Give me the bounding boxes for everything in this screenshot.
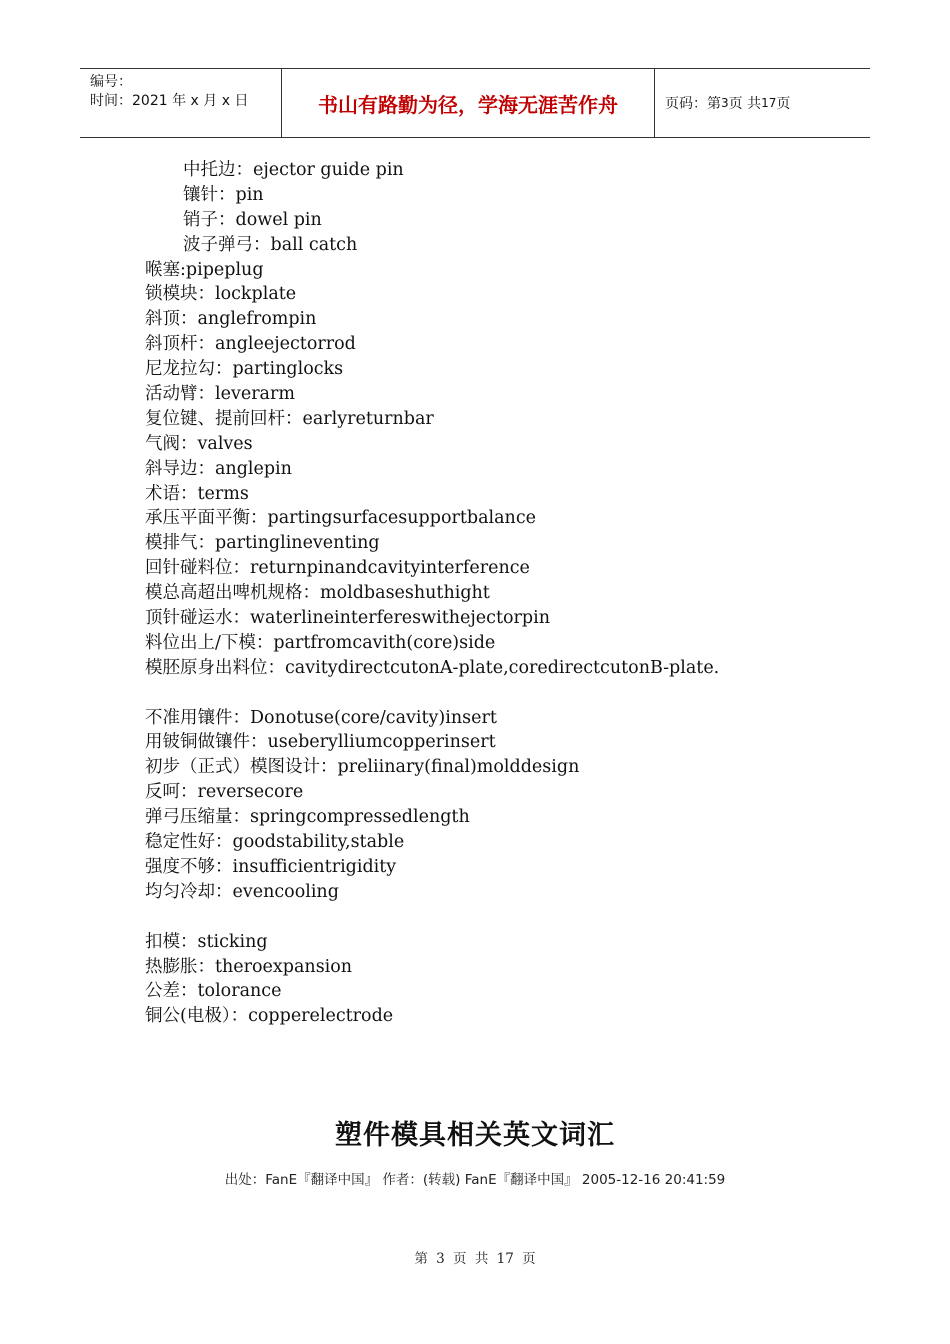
glossary-entry: 用铍铜做镶件：useberylliumcopperinsert <box>145 732 496 753</box>
glossary-entry: 斜导边：anglepin <box>145 458 292 479</box>
glossary-entry: 镶针：pin <box>183 184 264 205</box>
glossary-entry: 中托边：ejector guide pin <box>183 160 404 180</box>
glossary-entry: 回针碰料位：returnpinandcavityinterference <box>145 558 530 579</box>
glossary-entry: 扣模：sticking <box>145 931 268 952</box>
header-left-cell <box>80 69 281 137</box>
glossary-entry: 模胚原身出料位：cavitydirectcutonA-plate,coredirectcutonB-plate. <box>145 657 720 678</box>
glossary-entry: 公差：tolorance <box>145 981 282 1002</box>
glossary-entry: 尼龙拉勾：partinglocks <box>145 359 344 380</box>
page-header <box>80 68 870 138</box>
footer-page-mid: 页 共 <box>453 1251 489 1267</box>
glossary-entry: 气阀：valves <box>145 433 253 454</box>
glossary-entry: 活动臂：leverarm <box>145 384 295 405</box>
source-line: 出处：FanE『翻译中国』 作者：(转载) FanE『翻译中国』 2005-12-16 20:41:59 <box>224 1172 726 1188</box>
paragraph-gap <box>145 681 865 706</box>
glossary-entry: 斜顶杆：angleejectorrod <box>145 334 356 355</box>
paragraph-gap <box>145 905 865 930</box>
glossary-entry: 料位出上/下模：partfromcavith(core)side <box>145 632 496 653</box>
glossary-entry: 锁模块：lockplate <box>145 284 297 305</box>
glossary-entry: 模总高超出啤机规格：moldbaseshuthight <box>145 583 490 604</box>
page-footer <box>0 1247 950 1267</box>
header-motto: 书山有路勤为径，学海无涯苦作舟 <box>318 92 618 117</box>
document-date: 时间：2021 年 x 月 x 日 <box>90 93 249 109</box>
glossary-entry: 稳定性好：goodstability,stable <box>145 832 405 853</box>
glossary-entry: 喉塞:pipeplug <box>145 259 264 280</box>
document-number-label: 编号： <box>90 74 132 90</box>
glossary-entry: 弹弓压缩量：springcompressedlength <box>145 807 470 828</box>
glossary-entry: 复位键、提前回杆：earlyreturnbar <box>145 408 434 429</box>
glossary-entry: 铜公(电极）：copperelectrode <box>145 1006 394 1027</box>
glossary-entry: 波子弹弓：ball catch <box>183 234 358 255</box>
glossary-entry: 模排气：partinglineventing <box>145 533 380 554</box>
glossary-entry: 初步（正式）模图设计：preliinary(final)molddesign <box>145 757 580 778</box>
footer-page-prefix: 第 <box>414 1251 428 1267</box>
glossary-entry: 承压平面平衡：partingsurfacesupportbalance <box>145 508 536 529</box>
footer-page-suffix: 页 <box>522 1251 536 1267</box>
glossary-entry: 术语：terms <box>145 483 249 504</box>
glossary-entry: 顶针碰运水：waterlineinterfereswithejectorpin <box>145 608 550 629</box>
glossary-entry: 热膨胀：theroexpansion <box>145 956 353 977</box>
glossary-entry: 强度不够：insufficientrigidity <box>145 856 397 877</box>
header-page-mid: 页 共 <box>728 96 762 112</box>
glossary-entry: 销子：dowel pin <box>183 209 322 230</box>
glossary-entry: 不准用镶件：Donotuse(core/cavity)insert <box>145 707 497 728</box>
header-page-total: 17 <box>761 96 777 110</box>
header-page-cell <box>655 69 870 137</box>
glossary-entry: 斜顶：anglefrompin <box>145 309 317 330</box>
header-page-prefix: 页码：第 <box>665 96 721 112</box>
header-page-current: 3 <box>721 96 729 110</box>
footer-page-total: 17 <box>496 1251 514 1267</box>
section-title: 塑件模具相关英文词汇 <box>335 1120 615 1151</box>
glossary-entry: 反呵：reversecore <box>145 782 304 803</box>
header-motto-cell <box>281 69 655 137</box>
glossary-entry: 均匀冷却：evencooling <box>145 881 339 902</box>
header-page-suffix: 页 <box>776 96 791 112</box>
footer-page-current: 3 <box>436 1251 445 1267</box>
glossary-list <box>145 158 865 1029</box>
